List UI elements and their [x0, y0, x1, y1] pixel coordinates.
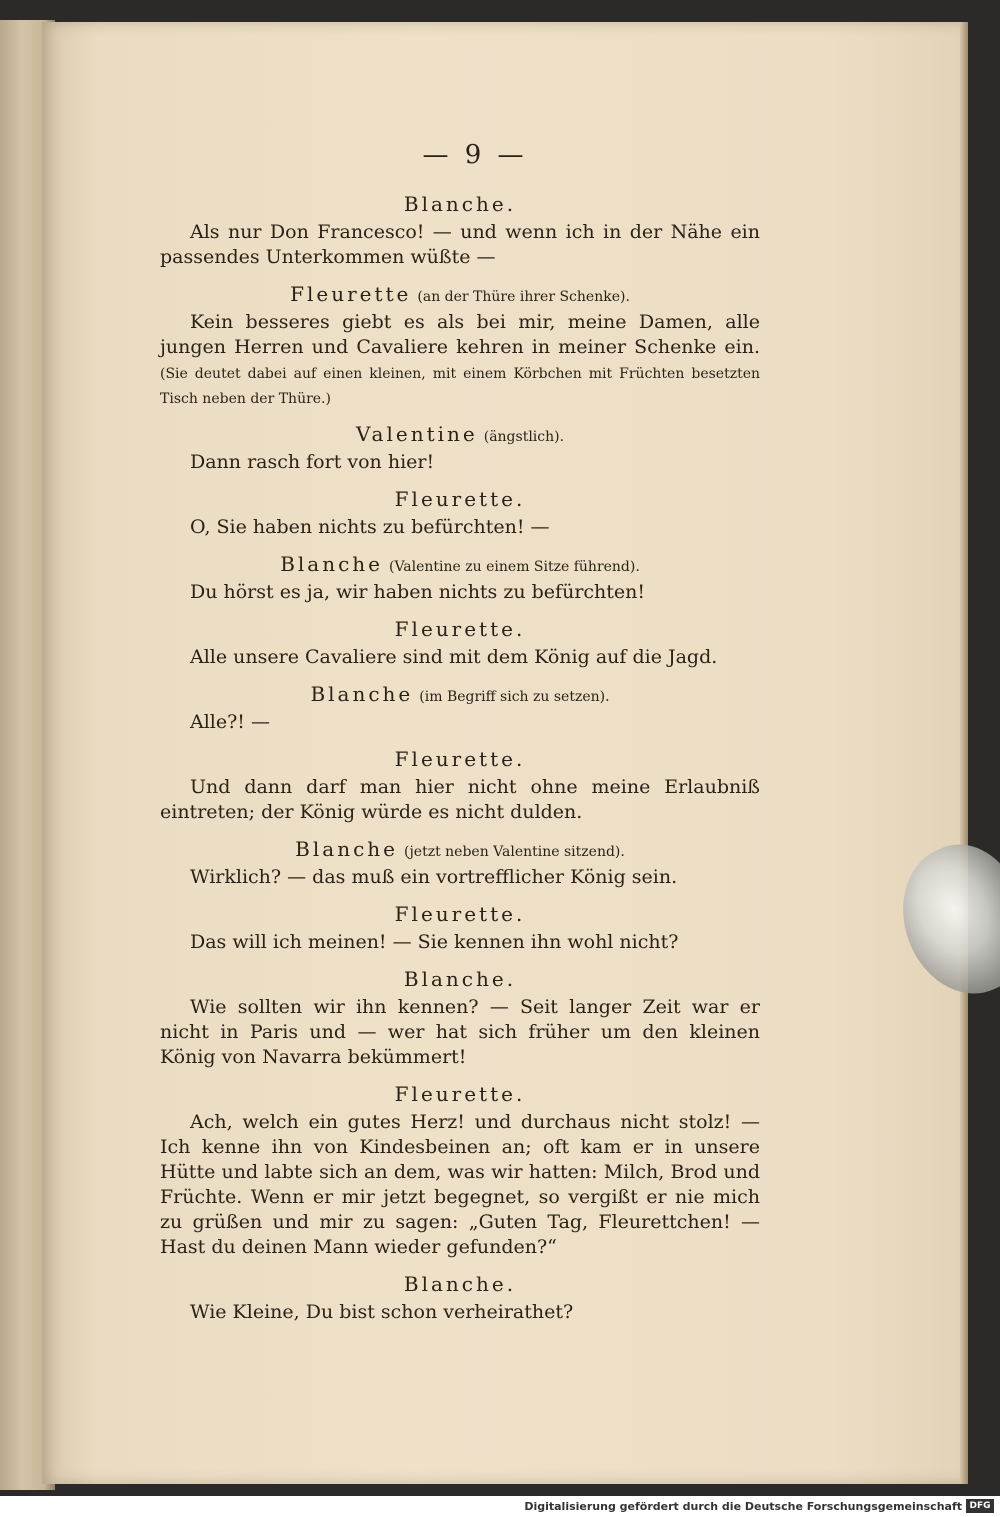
speaker-heading	[160, 617, 760, 641]
speaker-name: Valentine	[355, 422, 478, 446]
stage-direction: (ängstlich).	[483, 429, 565, 445]
dialogue-line	[160, 930, 760, 955]
speaker-heading	[160, 282, 760, 306]
speaker-heading	[160, 552, 760, 576]
dialogue-line	[160, 995, 760, 1070]
dialogue-line	[160, 515, 760, 540]
footer-bar	[0, 1496, 1000, 1517]
speaker-name: Blanche.	[403, 192, 517, 216]
speaker-name: Fleurette.	[394, 1082, 526, 1106]
dialogue-line	[160, 775, 760, 825]
page-text	[160, 140, 760, 1325]
dialogue-text: O, Sie haben nichts zu befürchten! —	[190, 516, 550, 538]
speaker-heading	[160, 487, 760, 511]
dialogue-line	[160, 310, 760, 410]
speaker-name: Blanche.	[403, 1272, 517, 1296]
speaker-name: Fleurette.	[394, 747, 526, 771]
dialogue-text: Alle unsere Cavaliere sind mit dem König auf die Jagd.	[190, 646, 718, 668]
dialogue-line	[160, 220, 760, 270]
dialogue-line	[160, 450, 760, 475]
dialogue-text: Als nur Don Francesco! — und wenn ich in der Nähe ein passendes Unterkommen wüßte —	[160, 221, 760, 268]
dialogue-line	[160, 1110, 760, 1260]
dialogue-text: Wirklich? — das muß ein vortrefflicher König sein.	[190, 866, 678, 888]
speaker-name: Blanche.	[403, 967, 517, 991]
speaker-name: Fleurette.	[394, 902, 526, 926]
dialogue-line	[160, 710, 760, 735]
stage-direction: (im Begriff sich zu setzen).	[419, 689, 610, 705]
stage-direction: (Valentine zu einem Sitze führend).	[389, 559, 640, 575]
dialogue-text: Dann rasch fort von hier!	[190, 451, 435, 473]
speaker-heading	[160, 967, 760, 991]
speaker-name: Blanche	[280, 552, 384, 576]
speaker-heading	[160, 747, 760, 771]
speaker-heading	[160, 422, 760, 446]
page-number: — 9 —	[422, 140, 528, 170]
speaker-name: Blanche	[310, 682, 414, 706]
speaker-heading	[160, 192, 760, 216]
speaker-heading	[160, 1272, 760, 1296]
dialogue-line	[160, 1300, 760, 1325]
page-edge	[960, 22, 968, 1484]
speaker-name: Blanche	[295, 837, 398, 861]
stage-direction: (jetzt neben Valentine sitzend).	[404, 844, 625, 860]
speaker-name: Fleurette.	[394, 617, 526, 641]
speaker-heading	[160, 837, 760, 861]
speaker-heading	[160, 1082, 760, 1106]
speaker-heading	[160, 902, 760, 926]
footer-credit: Digitalisierung gefördert durch die Deutsche Forschungsgemeinschaft	[524, 1500, 962, 1513]
dialogue-text: Du hörst es ja, wir haben nichts zu befürchten!	[190, 581, 646, 603]
dialogue	[160, 192, 760, 1325]
dfg-logo-icon: DFG	[966, 1499, 994, 1513]
speaker-name: Fleurette.	[394, 487, 526, 511]
dialogue-text: Kein besseres giebt es als bei mir, meine Damen, alle jungen Herren und Cavaliere kehren in meiner Schenke ein.	[160, 311, 760, 358]
dialogue-text: Ach, welch ein gutes Herz! und durchaus nicht stolz! — Ich kenne ihn von Kindesbeinen an; oft kam er in unsere Hütte und labte sich an dem, was wir hatten: Milch, Brod und Früchte. Wenn er mir jetzt begegnet, so vergißt er nie mich zu grüßen und mir zu sagen: „Guten Tag, Fleurettchen! — Hast du deinen Mann wieder gefunden?“	[160, 1111, 760, 1258]
dialogue-text: Alle?! —	[190, 711, 270, 733]
dialogue-line	[160, 580, 760, 605]
dialogue-text: Das will ich meinen! — Sie kennen ihn wohl nicht?	[190, 931, 679, 953]
dialogue-line	[160, 865, 760, 890]
inline-stage-direction: (Sie deutet dabei auf einen kleinen, mit einem Körbchen mit Früchten besetzten Tisch neben der Thüre.)	[160, 366, 760, 407]
dialogue-line	[160, 645, 760, 670]
dialogue-text: Wie Kleine, Du bist schon verheirathet?	[190, 1301, 574, 1323]
dialogue-text: Wie sollten wir ihn kennen? — Seit langer Zeit war er nicht in Paris und — wer hat sich früher um den kleinen König von Navarra bekümmert!	[160, 996, 760, 1068]
stage-direction: (an der Thüre ihrer Schenke).	[417, 289, 630, 305]
speaker-heading	[160, 682, 760, 706]
dialogue-text: Und dann darf man hier nicht ohne meine Erlaubniß eintreten; der König würde es nicht dulden.	[160, 776, 760, 823]
speaker-name: Fleurette	[290, 282, 412, 306]
